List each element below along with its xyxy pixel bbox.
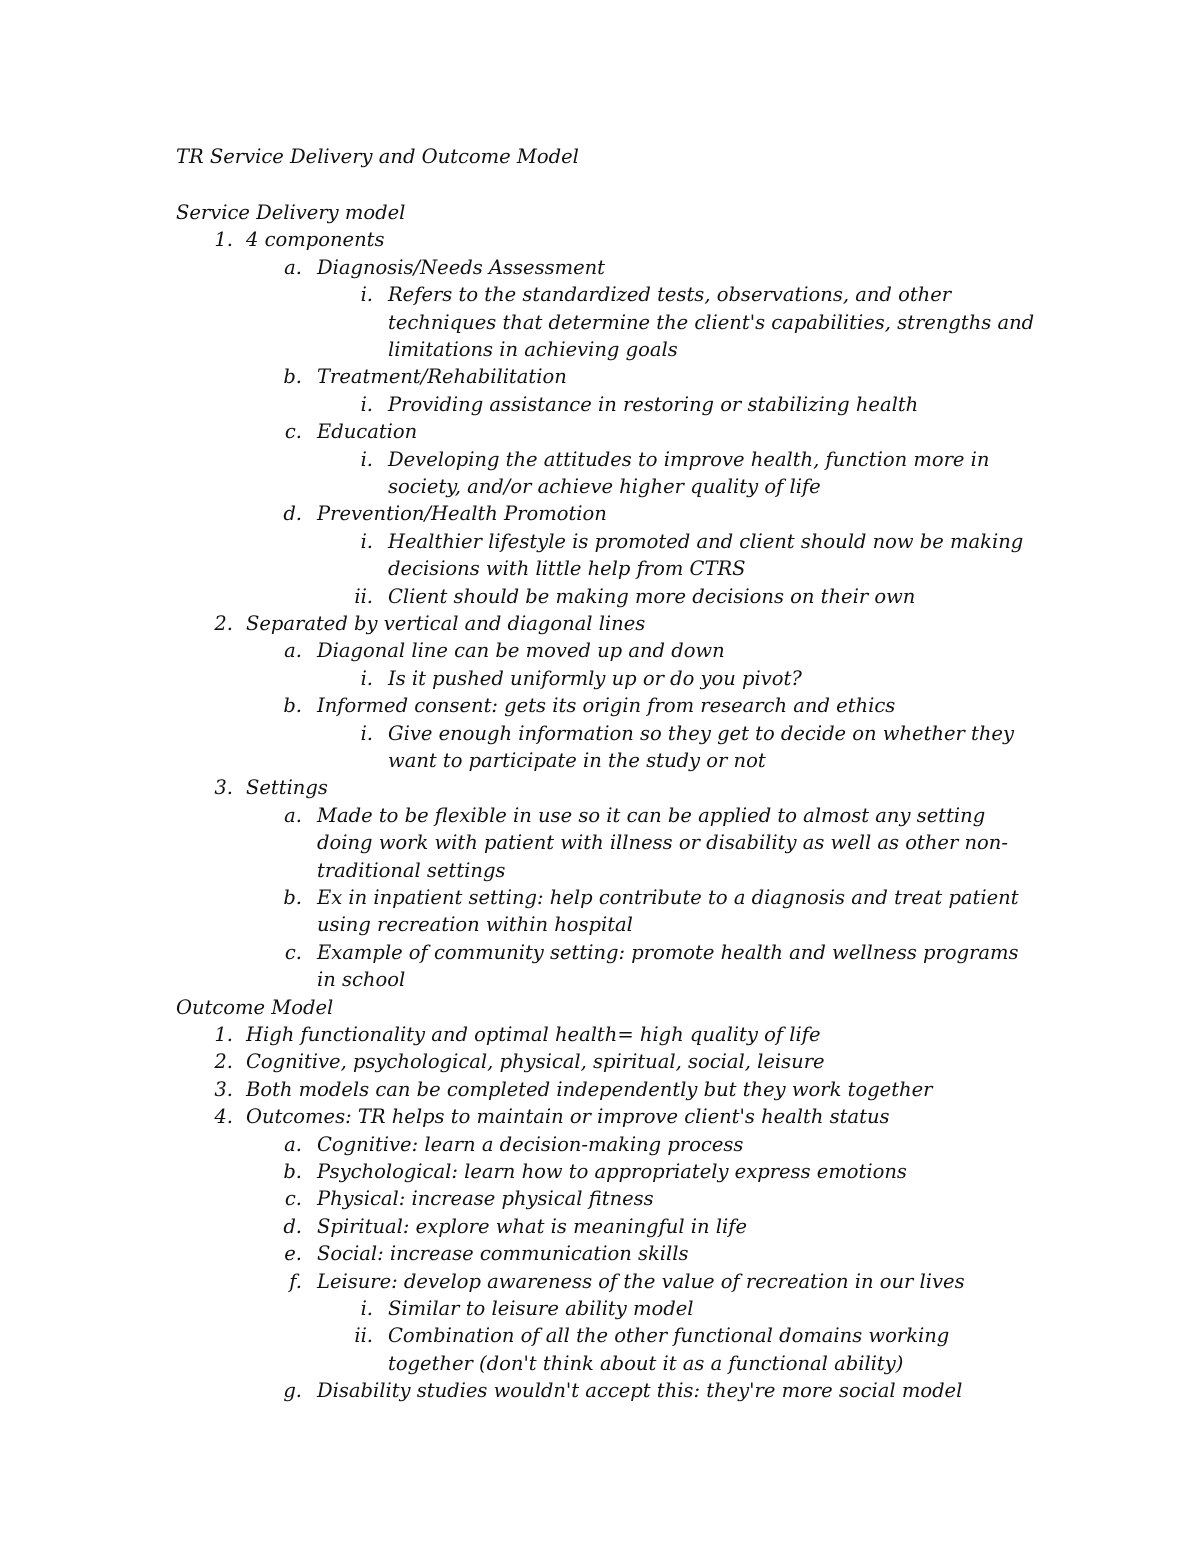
list-item-text: Refers to the standardized tests, observations, and other [388, 283, 952, 307]
list-item-text: Cognitive: learn a decision-making process [317, 1132, 744, 1156]
list-item-text: society, and/or achieve higher quality of life [388, 475, 821, 498]
list-item-text: Combination of all the other functional domains working [388, 1324, 950, 1348]
list-item-text: in school [317, 968, 406, 992]
list-item-text: decisions with little help from CTRS [388, 557, 746, 581]
list-marker: i. [360, 529, 373, 553]
list-item-text: want to participate in the study or not [388, 749, 766, 772]
list-marker: a. [284, 639, 302, 663]
list-item-text: Spiritual: explore what is meaningful in life [317, 1214, 747, 1238]
list-item-text: Example of community setting: promote health and wellness programs [317, 940, 1019, 964]
list-item-text: Psychological: learn how to appropriately express emotions [317, 1160, 907, 1183]
list-item-text: Disability studies wouldn't accept this: they're more social model [317, 1379, 963, 1403]
list-item-text: Social: increase communication skills [317, 1242, 689, 1266]
list-item-text: Client should be making more decisions on their own [388, 584, 916, 608]
list-marker: 2. [214, 612, 233, 635]
list-item-text: Developing the attitudes to improve health, function more in [388, 447, 990, 471]
list-marker: ii. [354, 584, 373, 608]
list-marker: b. [283, 886, 302, 909]
list-item-text: Prevention/Health Promotion [317, 502, 607, 526]
list-item-text: Diagonal line can be moved up and down [317, 639, 725, 663]
list-item-text: Diagnosis/Needs Assessment [317, 255, 606, 279]
list-marker: ii. [354, 1324, 373, 1348]
list-marker: 4. [214, 1105, 233, 1129]
list-marker: a. [284, 255, 302, 279]
list-marker: a. [284, 803, 302, 827]
list-item-text: Ex in inpatient setting: help contribute to a diagnosis and treat patient [317, 886, 1019, 909]
list-marker: f. [289, 1269, 302, 1293]
list-item-text: Education [317, 420, 418, 444]
list-marker: c. [284, 940, 302, 964]
list-item-text: techniques that determine the client's capabilities, strengths and [388, 310, 1035, 334]
list-marker: i. [360, 1297, 373, 1320]
list-item-text: limitations in achieving goals [388, 338, 678, 361]
list-marker: 3. [214, 776, 233, 800]
list-marker: i. [360, 721, 373, 745]
list-marker: d. [283, 502, 302, 526]
list-item-text: Leisure: develop awareness of the value of recreation in our lives [317, 1269, 965, 1293]
list-marker: c. [284, 420, 302, 444]
list-marker: e. [284, 1242, 302, 1266]
list-item-text: Treatment/Rehabilitation [317, 365, 567, 389]
list-marker: i. [360, 392, 373, 416]
list-marker: 1. [214, 1023, 233, 1046]
list-item-text: Cognitive, psychological, physical, spiritual, social, leisure [246, 1050, 825, 1074]
list-marker: b. [283, 1160, 302, 1183]
list-item-text: High functionality and optimal health= high quality of life [246, 1023, 821, 1046]
list-marker: i. [360, 447, 373, 471]
list-item-text: Similar to leisure ability model [388, 1297, 694, 1320]
list-marker: g. [283, 1379, 302, 1403]
list-marker: 1. [214, 228, 233, 252]
list-marker: d. [283, 1214, 302, 1238]
list-marker: c. [284, 1187, 302, 1211]
list-item-text: Give enough information so they get to decide on whether they [388, 721, 1014, 745]
section-heading: Service Delivery model [176, 201, 406, 224]
list-item-text: Is it pushed uniformly up or do you pivot? [388, 666, 802, 690]
list-item-text: Informed consent: gets its origin from research and ethics [317, 694, 896, 718]
list-item-text: doing work with patient with illness or disability as well as other non- [317, 831, 1008, 855]
list-marker: b. [283, 365, 302, 389]
list-item-text: Physical: increase physical fitness [317, 1187, 654, 1211]
list-marker: i. [360, 666, 373, 690]
list-item-text: Outcomes: TR helps to maintain or improve client's health status [246, 1105, 890, 1129]
list-item-text: Both models can be completed independently but they work together [246, 1077, 933, 1101]
list-item-text: Separated by vertical and diagonal lines [246, 612, 646, 635]
list-marker: i. [360, 283, 373, 307]
list-item-text: using recreation within hospital [317, 913, 633, 937]
list-marker: 3. [214, 1077, 233, 1101]
list-marker: 2. [214, 1050, 233, 1074]
section-heading: Outcome Model [176, 995, 334, 1019]
list-item-text: together (don't think about it as a functional ability) [388, 1351, 904, 1375]
list-marker: b. [283, 694, 302, 718]
list-item-text: Settings [246, 776, 328, 800]
list-item-text: 4 components [246, 228, 385, 252]
document-title: TR Service Delivery and Outcome Model [176, 145, 579, 168]
list-item-text: traditional settings [317, 858, 506, 882]
list-marker: a. [284, 1132, 302, 1156]
list-item-text: Healthier lifestyle is promoted and client should now be making [388, 529, 1024, 553]
list-item-text: Made to be flexible in use so it can be applied to almost any setting [317, 803, 986, 827]
list-item-text: Providing assistance in restoring or stabilizing health [388, 392, 919, 416]
